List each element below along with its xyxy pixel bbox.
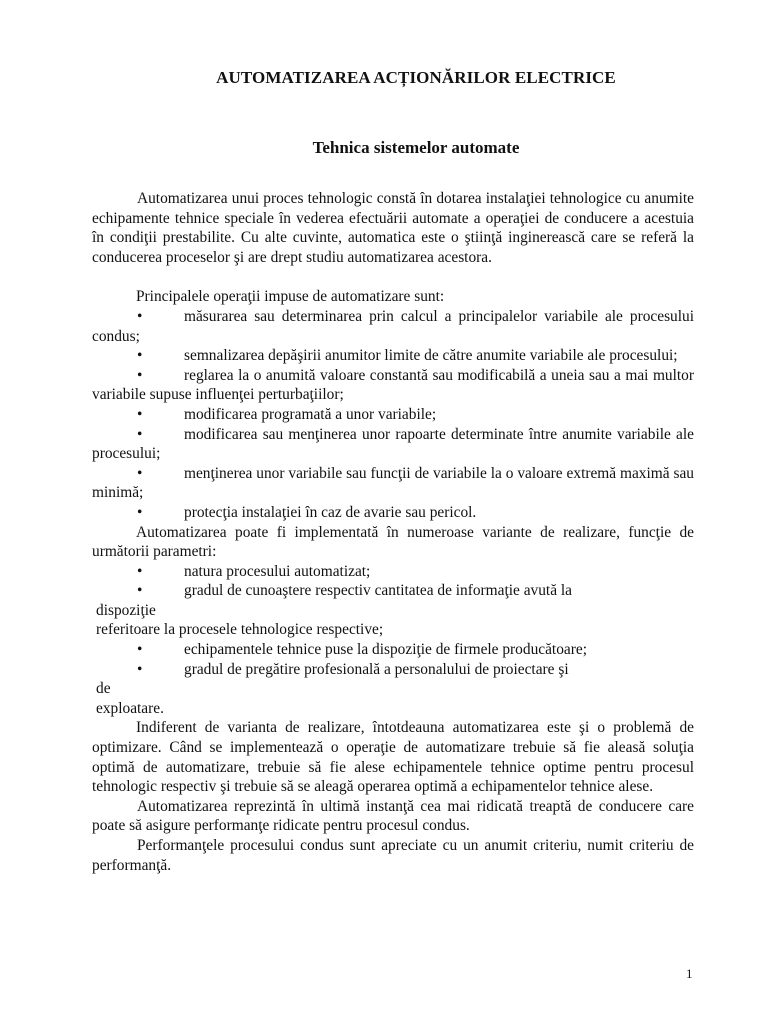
parameter-text: natura procesului automatizat;	[184, 562, 371, 580]
operation-text: reglarea la o anumită valoare constantă sau modificabilă a uneia sau a mai multor variabile supuse influenţei perturbaţiilor;	[92, 366, 694, 404]
operation-item	[92, 503, 694, 523]
operation-item	[92, 307, 694, 346]
operation-text: modificarea sau menţinerea unor rapoarte determinate între anumite variabile ale procesului;	[92, 425, 694, 463]
document-title: AUTOMATIZAREA ACȚIONĂRILOR ELECTRICE	[216, 68, 616, 87]
parameter-text: gradul de pregătire profesională a personalului de proiectare şi	[184, 660, 569, 678]
operation-text: măsurarea sau determinarea prin calcul a principalelor variabile ale procesului condus;	[92, 307, 694, 345]
optimization-paragraph: Indiferent de varianta de realizare, întotdeauna automatizarea este şi o problemă de optimizare. Când se implementează o operaţie de automatizare trebuie să fie aleasă soluţia optimă de automatizare, trebuie să fie alese echipamentele tehnice optime pentru procesul tehnologic respectiv şi trebuie să se aleagă operarea optimă a echipamentelor tehnice alese.	[92, 719, 694, 796]
bullet-mark: •	[137, 660, 143, 678]
bullet-mark: •	[137, 425, 143, 443]
operation-text: menţinerea unor variabile sau funcţii de variabile la o valoare extremă maximă sau minimă;	[92, 464, 694, 502]
operation-text: semnalizarea depăşirii anumitor limite de către anumite variabile ale procesului;	[184, 347, 678, 365]
parameter-item	[92, 640, 694, 660]
bullet-mark: •	[137, 503, 143, 521]
operation-item	[92, 425, 694, 464]
parameter-item	[92, 562, 694, 582]
page-number: 1	[686, 966, 693, 981]
parameter-continuation: dispoziţie	[96, 601, 156, 619]
operation-item	[92, 366, 694, 405]
document-body	[92, 189, 694, 875]
highest-level-paragraph: Automatizarea reprezintă în ultimă instanţă cea mai ridicată treaptă de conducere care poate să asigure performanţe ridicate pentru procesul condus.	[92, 797, 694, 835]
section-title: Tehnica sistemelor automate	[312, 138, 520, 157]
bullet-mark: •	[137, 347, 143, 365]
parameter-item	[92, 660, 694, 680]
parameter-continuation: referitoare la procesele tehnologice respective;	[96, 621, 384, 639]
parameter-continuation: exploatare.	[96, 699, 164, 717]
bullet-mark: •	[137, 366, 143, 384]
operation-item	[92, 346, 694, 366]
operations-intro: Principalele operaţii impuse de automatizare sunt:	[136, 288, 445, 306]
operation-text: protecţia instalaţiei în caz de avarie sau pericol.	[184, 503, 477, 521]
operation-item	[92, 464, 694, 503]
parameter-text: gradul de cunoaştere respectiv cantitatea de informaţie avută la	[184, 582, 572, 600]
performance-paragraph: Performanţele procesului condus sunt apreciate cu un anumit criteriu, numit criteriu de performanţă.	[92, 837, 694, 874]
bullet-mark: •	[137, 307, 143, 325]
bullet-mark: •	[137, 405, 143, 423]
parameter-continuation: de	[96, 680, 111, 698]
parameter-text: echipamentele tehnice puse la dispoziţie de firmele producătoare;	[184, 641, 587, 659]
bullet-mark: •	[137, 582, 143, 600]
bullet-mark: •	[137, 641, 143, 659]
implementation-paragraph: Automatizarea poate fi implementată în numeroase variante de realizare, funcţie de următorii parametri:	[92, 523, 694, 561]
paragraph-gap	[92, 267, 694, 287]
bullet-mark: •	[137, 562, 143, 580]
parameter-item	[92, 581, 694, 601]
bullet-mark: •	[137, 464, 143, 482]
operation-item	[92, 405, 694, 425]
operation-text: modificarea programată a unor variabile;	[184, 405, 437, 423]
intro-paragraph: Automatizarea unui proces tehnologic constă în dotarea instalaţiei tehnologice cu anumite echipamente tehnice speciale în vederea efectuării automate a operaţiei de conducere a acestuia în condiţii prestabilite. Cu alte cuvinte, automatica este o ştiinţă inginerească care se referă la conducerea proceselor şi are drept studiu automatizarea acestora.	[92, 190, 694, 266]
